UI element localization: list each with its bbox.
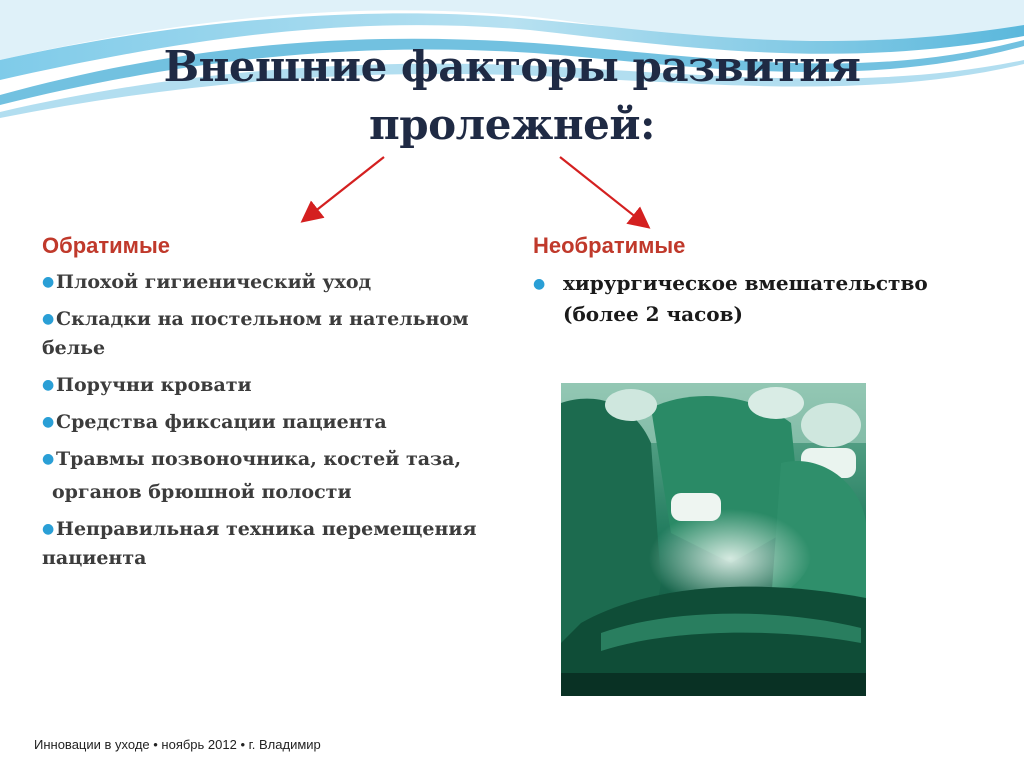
arrow-left-icon — [304, 157, 384, 220]
bullet-icon: ● — [42, 377, 55, 393]
bullet-icon: ● — [533, 276, 546, 292]
reversible-heading: Обратимые — [42, 233, 170, 258]
list-item-continuation: органов брюшной полости — [52, 481, 352, 503]
slide-title — [0, 38, 1024, 154]
list-item: ●Неправильная техника перемещения пациента — [42, 515, 522, 573]
slide-title-line-2: пролежней: — [369, 100, 655, 149]
list-item: ●Средства фиксации пациента — [42, 408, 522, 437]
slide-title-line-1: Внешние факторы развития — [163, 42, 861, 91]
surgery-photo — [561, 383, 866, 696]
bullet-icon: ● — [42, 521, 55, 537]
list-item: ●Поручни кровати — [42, 371, 522, 400]
footer-caption: Инновации в уходе • ноябрь 2012 • г. Владимир — [34, 737, 321, 752]
bullet-icon: ● — [42, 451, 55, 467]
bullet-icon: ● — [42, 414, 55, 430]
bullet-icon: ● — [42, 311, 55, 327]
bullet-icon: ● — [42, 274, 55, 290]
list-item: ●Складки на постельном и нательном белье — [42, 305, 522, 363]
irreversible-factors-column — [533, 232, 993, 330]
list-item: ●Травмы позвоночника, костей таза, — [42, 445, 522, 474]
list-item: ● хирургическое вмешательство (более 2 часов) — [533, 268, 993, 330]
list-item: ●Плохой гигиенический уход — [42, 268, 522, 297]
reversible-factors-column — [42, 232, 522, 581]
reversible-factors-list — [42, 268, 522, 573]
arrow-right-icon — [560, 157, 647, 226]
irreversible-heading: Необратимые — [533, 233, 686, 258]
